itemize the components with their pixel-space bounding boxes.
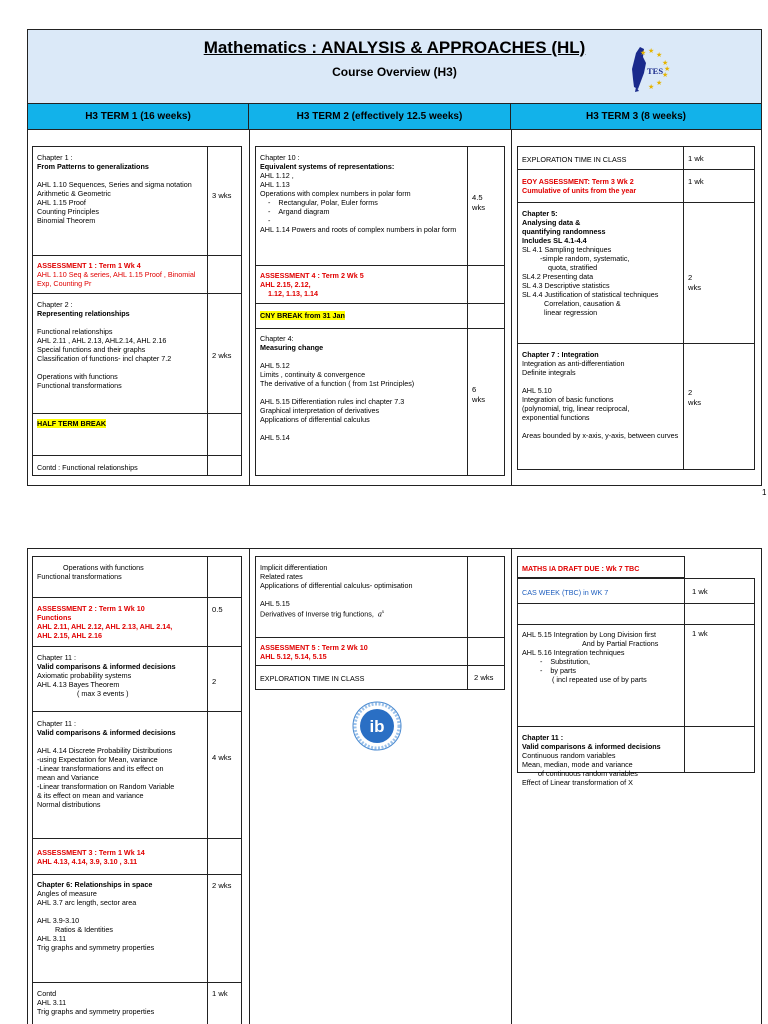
chapter11b-line: AHL 4.14 Discrete Probability Distributions bbox=[37, 746, 173, 755]
term1-header: H3 TERM 1 (16 weeks) bbox=[28, 104, 249, 129]
row-divider bbox=[255, 637, 505, 638]
math-exponent: x bbox=[381, 610, 385, 615]
assessment2-cell bbox=[33, 601, 207, 643]
chapter11b-cell bbox=[33, 716, 207, 812]
row-divider bbox=[517, 603, 755, 604]
page-title: Mathematics : ANALYSIS & APPROACHES (HL) bbox=[203, 38, 586, 57]
integration-bullet: by parts bbox=[550, 666, 576, 675]
chapter5-title: Chapter 5: bbox=[522, 209, 558, 218]
chapter10-line: Operations with complex numbers in polar form bbox=[260, 189, 411, 198]
cas-weeks: 1 wk bbox=[692, 587, 708, 596]
chapter7-line: Definite integrals bbox=[522, 368, 576, 377]
row-divider bbox=[32, 413, 242, 414]
contd2-line: Contd bbox=[37, 989, 57, 998]
implicit-cell bbox=[256, 560, 466, 621]
row-divider bbox=[32, 597, 242, 598]
ia-draft-cell bbox=[518, 561, 683, 576]
chapter7-line bbox=[522, 377, 679, 386]
math-a: a bbox=[377, 609, 382, 619]
chapter7-line bbox=[522, 422, 679, 431]
chapter11b-weeks: 4 wks bbox=[212, 753, 232, 762]
p2-term2-weeks-divider bbox=[467, 556, 468, 690]
chapter11a-weeks: 2 bbox=[212, 677, 217, 686]
svg-text:★: ★ bbox=[640, 49, 647, 57]
chapter7-line: AHL 5.10 bbox=[522, 386, 552, 395]
chapter11a-line: Axiomatic probability systems bbox=[37, 671, 132, 680]
chapter11a-cell bbox=[33, 650, 207, 701]
eoy-title: EOY ASSESSMENT: Term 3 Wk 2 bbox=[522, 177, 634, 186]
chapter1-title: Chapter 1 : bbox=[37, 153, 73, 162]
integration-line: AHL 5.15 Integration by Long Division first bbox=[522, 630, 656, 639]
contd2-line: Trig graphs and symmetry properties bbox=[37, 1007, 155, 1016]
chapter11c-name: Valid comparisons & informed decisions bbox=[522, 742, 661, 751]
chapter10-bullet: Argand diagram bbox=[278, 207, 330, 216]
chapter6-line: Angles of measure bbox=[37, 889, 97, 898]
chapter2-line: Classification of functions- incl chapter 7.2 bbox=[37, 354, 172, 363]
chapter5-line: linear regression bbox=[544, 308, 598, 317]
assessment2-line: AHL 2.11, AHL 2.12, AHL 2.13, AHL 2.14, bbox=[37, 622, 173, 631]
chapter6-line: Ratios & Identities bbox=[55, 925, 113, 934]
chapter1-line: AHL 1.10 Sequences, Series and sigma notation bbox=[37, 180, 192, 189]
chapter5-line: -simple random, systematic, bbox=[540, 254, 630, 263]
cas-week: CAS WEEK (TBC) in WK 7 bbox=[522, 588, 609, 597]
chapter4-cell bbox=[256, 331, 466, 445]
chapter11c-cell bbox=[518, 730, 683, 790]
implicit-line: AHL 5.15 bbox=[260, 599, 290, 608]
svg-text:★: ★ bbox=[656, 51, 663, 59]
p2-term1-weeks-divider bbox=[207, 556, 208, 1024]
chapter6-weeks: 2 wks bbox=[212, 881, 232, 890]
chapter6-line: AHL 3.7 arc length, sector area bbox=[37, 898, 137, 907]
chapter6-line: AHL 3.11 bbox=[37, 934, 67, 943]
assessment5-cell bbox=[256, 640, 466, 664]
chapter5-cell bbox=[518, 206, 683, 320]
chapter2-line: AHL 2.11 , AHL 2.13, AHL2.14, AHL 2.16 bbox=[37, 336, 167, 345]
page-subtitle: Course Overview (H3) bbox=[332, 65, 457, 79]
tes-logo bbox=[618, 43, 674, 95]
chapter2-line: Special functions and their graphs bbox=[37, 345, 146, 354]
chapter4-line: Limits , continuity & convergence bbox=[260, 370, 366, 379]
chapter1-line: Binomial Theorem bbox=[37, 216, 96, 225]
svg-text:ib: ib bbox=[369, 717, 385, 736]
contd-text: Contd : Functional relationships bbox=[37, 463, 138, 472]
chapter6-line: AHL 3.9-3.10 bbox=[37, 916, 80, 925]
chapter11c-line: of continuous random variables bbox=[538, 769, 638, 778]
chapter10-line: AHL 1.14 Powers and roots of complex numbers in polar form bbox=[260, 225, 457, 234]
chapter4-line bbox=[260, 388, 462, 397]
implicit-line bbox=[260, 590, 462, 599]
chapter5-line: SL 4.4 Justification of statistical techniques bbox=[522, 290, 659, 299]
p2-term3-weeks-divider bbox=[684, 556, 685, 773]
row-divider bbox=[32, 874, 242, 875]
chapter11a-line: ( max 3 events ) bbox=[77, 689, 129, 698]
chapter4-weeks: 6 wks bbox=[472, 385, 486, 404]
chapter4-line: AHL 5.14 bbox=[260, 433, 290, 442]
chapter7-weeks: 2 wks bbox=[688, 388, 702, 407]
chapter1-cell bbox=[33, 150, 205, 228]
integration-weeks: 1 wk bbox=[692, 629, 708, 638]
cny-cell bbox=[256, 308, 466, 323]
contd2-weeks: 1 wk bbox=[212, 989, 228, 998]
assessment1-detail: AHL 1.10 Seq & series, AHL 1.15 Proof , Binomial Exp, Counting Pr bbox=[37, 270, 196, 288]
chapter1-weeks: 3 wks bbox=[212, 191, 232, 200]
chapter11a-title: Chapter 11 : bbox=[37, 653, 77, 662]
integration-line: AHL 5.16 Integration techniques bbox=[522, 648, 625, 657]
exploration2-text: EXPLORATION TIME IN CLASS bbox=[260, 674, 365, 683]
chapter2-name: Representing relationships bbox=[37, 309, 130, 318]
svg-text:★: ★ bbox=[664, 65, 671, 73]
assessment2-line: AHL 2.15, AHL 2.16 bbox=[37, 631, 102, 640]
assessment5-detail: AHL 5.12, 5.14, 5.15 bbox=[260, 652, 327, 661]
ops-cell bbox=[33, 560, 207, 584]
exploration2-cell bbox=[256, 671, 466, 686]
chapter11a-line: AHL 4.13 Bayes Theorem bbox=[37, 680, 120, 689]
assessment2-title: ASSESSMENT 2 : Term 1 Wk 10 bbox=[37, 604, 145, 613]
chapter5-name: Includes SL 4.1-4.4 bbox=[522, 236, 587, 245]
integration-line: And by Partial Fractions bbox=[582, 639, 659, 648]
chapter11b-line: mean and Variance bbox=[37, 773, 99, 782]
chapter6-line bbox=[37, 907, 203, 916]
chapter7-line: exponential functions bbox=[522, 413, 590, 422]
contd-cell bbox=[33, 460, 207, 475]
assessment1-title: ASSESSMENT 1 : Term 1 Wk 4 bbox=[37, 261, 141, 270]
eoy-detail: Cumulative of units from the year bbox=[522, 186, 637, 195]
implicit-line: Applications of differential calculus- optimisation bbox=[260, 581, 413, 590]
svg-text:★: ★ bbox=[648, 47, 655, 55]
chapter1-line: AHL 1.15 Proof bbox=[37, 198, 86, 207]
chapter4-line: AHL 5.15 Differentiation rules incl chapter 7.3 bbox=[260, 397, 405, 406]
assessment2-sub: Functions bbox=[37, 613, 72, 622]
svg-text:TES: TES bbox=[647, 66, 664, 76]
chapter5-line: Correlation, causation & bbox=[544, 299, 621, 308]
svg-text:★: ★ bbox=[648, 83, 655, 91]
contd2-cell bbox=[33, 986, 207, 1019]
row-divider bbox=[32, 711, 242, 712]
assessment5-title: ASSESSMENT 5 : Term 2 Wk 10 bbox=[260, 643, 368, 652]
chapter11a-name: Valid comparisons & informed decisions bbox=[37, 662, 176, 671]
assessment4-title: ASSESSMENT 4 : Term 2 Wk 5 bbox=[260, 271, 364, 280]
svg-text:★: ★ bbox=[662, 71, 669, 79]
term3-weeks-divider bbox=[683, 146, 684, 470]
chapter10-cell: Chapter 10 : Equivalent systems of representations: AHL 1.12 , AHL 1.13 Operations with complex numbers in polar form - Rectangular, Polar, Euler forms - Argand diagram - AHL 1.14 Powers and roots of complex numbers in polar form bbox=[256, 150, 466, 237]
integration-bullet: Substitution, bbox=[550, 657, 590, 666]
chapter5-weeks: 2 wks bbox=[688, 273, 702, 292]
chapter4-line bbox=[260, 424, 462, 433]
chapter11b-line: Normal distributions bbox=[37, 800, 101, 809]
chapter2-line: Functional transformations bbox=[37, 381, 122, 390]
chapter1-line: Arithmetic & Geometric bbox=[37, 189, 111, 198]
assessment1-cell bbox=[33, 258, 207, 291]
chapter5-line: SL4.2 Presenting data bbox=[522, 272, 594, 281]
col-divider-1 bbox=[249, 129, 250, 486]
chapter7-line: Integration as anti-differentiation bbox=[522, 359, 625, 368]
chapter4-line: Graphical interpretation of derivatives bbox=[260, 406, 380, 415]
chapter5-name: Analysing data & bbox=[522, 218, 581, 227]
integration-note: ( incl repeated use of by parts bbox=[552, 675, 647, 684]
chapter4-line: The derivative of a function ( from 1st Principles) bbox=[260, 379, 415, 388]
cas-cell bbox=[518, 585, 683, 600]
assessment4-cell bbox=[256, 268, 466, 301]
integration-cell: AHL 5.15 Integration by Long Division first And by Partial Fractions AHL 5.16 Integration techniques - Substitution, - by parts ( incl repeated use of by parts bbox=[518, 627, 683, 687]
term-divider bbox=[28, 129, 761, 130]
contd2-line: AHL 3.11 bbox=[37, 998, 67, 1007]
ops-line: Operations with functions bbox=[63, 563, 144, 572]
row-divider bbox=[517, 726, 755, 727]
chapter2-line: Functional relationships bbox=[37, 327, 113, 336]
implicit-line: Related rates bbox=[260, 572, 303, 581]
exploration-cell bbox=[518, 152, 683, 167]
assessment3-detail: AHL 4.13, 4.14, 3.9, 3.10 , 3.11 bbox=[37, 857, 138, 866]
eoy-cell bbox=[518, 174, 683, 198]
ops-line: Functional transformations bbox=[37, 572, 122, 581]
assessment2-weeks: 0.5 bbox=[212, 605, 223, 614]
chapter11b-title: Chapter 11 : bbox=[37, 719, 77, 728]
chapter7-title: Chapter 7 : Integration bbox=[522, 350, 599, 359]
chapter4-title: Chapter 4: bbox=[260, 334, 294, 343]
chapter5-line: SL 4.3 Descriptive statistics bbox=[522, 281, 610, 290]
svg-text:★: ★ bbox=[662, 59, 669, 67]
chapter11c-line: Continuous random variables bbox=[522, 751, 616, 760]
chapter11c-title: Chapter 11 : bbox=[522, 733, 564, 742]
chapter10-line: AHL 1.13 bbox=[260, 180, 290, 189]
chapter11b-line: -Linear transformations and its effect on bbox=[37, 764, 164, 773]
chapter11b-line: -using Expectation for Mean, variance bbox=[37, 755, 158, 764]
assessment4-line: AHL 2.15, 2.12, bbox=[260, 280, 311, 289]
chapter5-line: quota, stratified bbox=[548, 263, 598, 272]
exploration-text: EXPLORATION TIME IN CLASS bbox=[522, 155, 627, 164]
row-divider bbox=[32, 982, 242, 983]
eoy-weeks: 1 wk bbox=[688, 177, 704, 186]
chapter11c-line: Effect of Linear transformation of X bbox=[522, 778, 633, 787]
row-divider bbox=[255, 665, 505, 666]
row-divider bbox=[32, 838, 242, 839]
halfterm-break: HALF TERM BREAK bbox=[37, 419, 107, 428]
chapter7-line: Areas bounded by x-axis, y-axis, between curves bbox=[522, 431, 679, 440]
exploration2-weeks: 2 wks bbox=[474, 673, 494, 682]
row-divider bbox=[32, 646, 242, 647]
chapter2-line bbox=[37, 363, 203, 372]
chapter4-line: AHL 5.12 bbox=[260, 361, 290, 370]
ia-draft: MATHS IA DRAFT DUE : Wk 7 TBC bbox=[522, 564, 640, 573]
cny-break: CNY BREAK from 31 Jan bbox=[260, 311, 345, 320]
term2-header: H3 TERM 2 (effectively 12.5 weeks) bbox=[249, 104, 511, 129]
chapter7-line: Integration of basic functions bbox=[522, 395, 614, 404]
row-divider bbox=[517, 624, 755, 625]
row-divider bbox=[517, 169, 755, 170]
implicit-line: Implicit differentiation bbox=[260, 563, 328, 572]
chapter2-weeks: 2 wks bbox=[212, 351, 232, 360]
assessment3-cell bbox=[33, 845, 207, 869]
chapter10-line: AHL 1.12 , bbox=[260, 171, 294, 180]
col-divider-2 bbox=[511, 129, 512, 486]
row-divider bbox=[32, 455, 242, 456]
chapter2-title: Chapter 2 : bbox=[37, 300, 73, 309]
chapter5-line: SL 4.1 Sampling techniques bbox=[522, 245, 612, 254]
chapter11b-name: Valid comparisons & informed decisions bbox=[37, 728, 176, 737]
chapter2-line: Operations with functions bbox=[37, 372, 118, 381]
chapter1-line: Counting Principles bbox=[37, 207, 99, 216]
row-divider bbox=[32, 255, 242, 256]
chapter10-bullet: Rectangular, Polar, Euler forms bbox=[278, 198, 378, 207]
term3-header: H3 TERM 3 (8 weeks) bbox=[511, 104, 761, 129]
chapter11c-line: Mean, median, mode and variance bbox=[522, 760, 633, 769]
implicit-line: Derivatives of Inverse trig functions, bbox=[260, 609, 374, 619]
row-divider bbox=[255, 265, 505, 266]
chapter6-title: Chapter 6: Relationships in space bbox=[37, 880, 153, 889]
chapter11b-line: -Linear transformation on Random Variable bbox=[37, 782, 175, 791]
ib-logo bbox=[352, 701, 402, 751]
row-divider bbox=[517, 202, 755, 203]
chapter5-name: quantifying randomness bbox=[522, 227, 606, 236]
chapter6-cell bbox=[33, 877, 207, 955]
chapter6-line: Trig graphs and symmetry properties bbox=[37, 943, 155, 952]
row-divider bbox=[517, 343, 755, 344]
page-number: 1 bbox=[762, 488, 767, 497]
chapter7-cell bbox=[518, 347, 683, 443]
page1-header bbox=[28, 30, 761, 104]
chapter7-line: (polynomial, trig, linear reciprocal, bbox=[522, 404, 630, 413]
chapter10-title: Chapter 10 : bbox=[260, 153, 300, 162]
chapter11b-line: & its effect on mean and variance bbox=[37, 791, 144, 800]
halfterm-cell bbox=[33, 416, 207, 431]
chapter4-name: Measuring change bbox=[260, 343, 324, 352]
chapter1-name: From Patterns to generalizations bbox=[37, 162, 149, 171]
exploration-weeks: 1 wk bbox=[688, 154, 704, 163]
chapter4-line: Applications of differential calculus bbox=[260, 415, 370, 424]
row-divider bbox=[255, 328, 505, 329]
p2-col-divider-1 bbox=[249, 549, 250, 1024]
svg-text:★: ★ bbox=[656, 79, 663, 87]
assessment4-line: 1.12, 1.13, 1.14 bbox=[268, 289, 318, 298]
row-divider bbox=[32, 293, 242, 294]
row-divider bbox=[255, 303, 505, 304]
chapter2-cell bbox=[33, 297, 207, 393]
chapter10-weeks: 4.5 wks bbox=[472, 193, 486, 212]
assessment3-title: ASSESSMENT 3 : Term 1 Wk 14 bbox=[37, 848, 145, 857]
chapter10-name: Equivalent systems of representations: bbox=[260, 162, 395, 171]
p2-col-divider-2 bbox=[511, 549, 512, 1024]
